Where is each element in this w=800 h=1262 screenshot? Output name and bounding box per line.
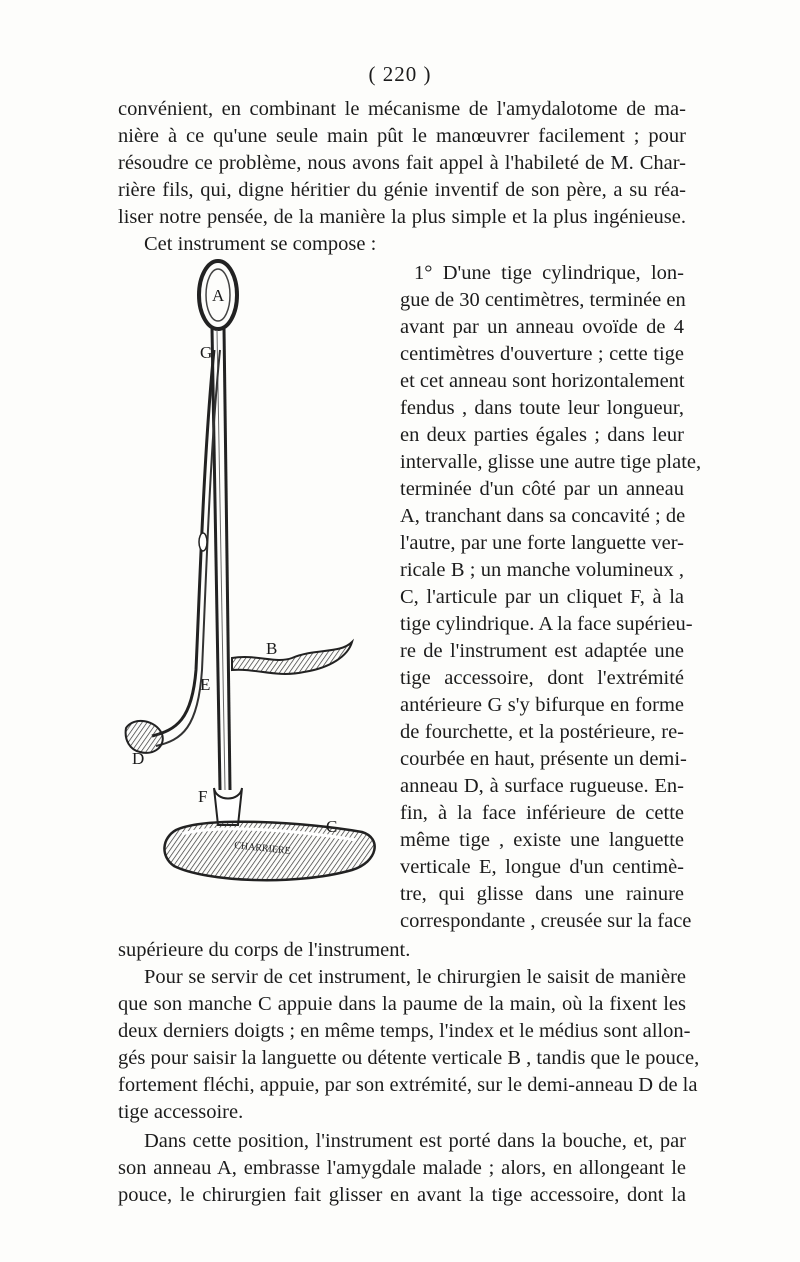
text-line: liser notre pensée, de la manière la plus simple et la plus ingénieuse. — [118, 206, 686, 228]
figure-label-b: B — [266, 639, 278, 658]
column-line: même tige , existe une languette — [400, 829, 684, 851]
handle-c-icon — [164, 788, 374, 880]
text-line: que son manche C appuie dans la paume de la main, où la fixent les — [118, 993, 686, 1015]
column-line: centimètres d'ouverture ; cette tige — [400, 343, 684, 365]
text-line: supérieure du corps de l'instrument. — [118, 939, 411, 961]
column-line: de fourchette, et la postérieure, re- — [400, 721, 684, 743]
page-number: ( 220 ) — [368, 62, 432, 86]
text-line: pouce, le chirurgien fait glisser en avant la tige accessoire, dont la — [118, 1184, 686, 1206]
text-line: son anneau A, embrasse l'amygdale malade ; alors, en allongeant le — [118, 1157, 686, 1179]
charriere-engraving: CHARRIERE — [233, 840, 292, 857]
text-line: Pour se servir de cet instrument, le chirurgien le saisit de manière — [144, 966, 686, 988]
column-line: verticale E, longue d'un centimè- — [400, 856, 684, 878]
column-line: l'autre, par une forte languette ver- — [400, 532, 684, 554]
column-line: tige cylindrique. A la face supérieu- — [400, 613, 693, 635]
tonsillotome-illustration — [116, 250, 388, 910]
column-line: terminée d'un côté par un anneau — [400, 478, 684, 500]
trigger-b-icon — [232, 642, 352, 674]
column-line: tige accessoire, dont l'extrémité — [400, 667, 684, 689]
figure-label-e: E — [200, 675, 211, 694]
text-line: Cet instrument se compose : — [144, 233, 377, 255]
column-line: C, l'articule par un cliquet F, à la — [400, 586, 684, 608]
column-line: 1° D'une tige cylindrique, lon- — [414, 262, 684, 284]
text-line: convénient, en combinant le mécanisme de l'amydalotome de ma- — [118, 98, 686, 120]
figure-label-g: G — [200, 343, 213, 362]
text-line: rière fils, qui, digne héritier du génie inventif de son père, a su réa- — [118, 179, 686, 201]
column-line: tre, qui glisse dans une rainure — [400, 883, 684, 905]
figure-label-a: A — [212, 286, 225, 305]
column-line: fendus , dans toute leur longueur, — [400, 397, 684, 419]
column-line: en deux parties égales ; dans leur — [400, 424, 684, 446]
column-line: avant par un anneau ovoïde de 4 — [400, 316, 684, 338]
text-line: gés pour saisir la languette ou détente verticale B , tandis que le pouce, — [118, 1047, 700, 1069]
text-line: tige accessoire. — [118, 1101, 244, 1123]
column-line: fin, à la face inférieure de cette — [400, 802, 684, 824]
cylindrical-rod-icon — [212, 328, 230, 790]
column-line: re de l'instrument est adaptée une — [400, 640, 684, 662]
column-line: et cet anneau sont horizontalement — [400, 370, 685, 392]
text-line: Dans cette position, l'instrument est porté dans la bouche, et, par — [144, 1130, 686, 1152]
figure-label-f: F — [198, 787, 208, 806]
figure-label-c: C — [326, 817, 338, 836]
column-line: antérieure G s'y bifurque en forme — [400, 694, 684, 716]
column-line: gue de 30 centimètres, terminée en — [400, 289, 686, 311]
column-line: correspondante , creusée sur la face — [400, 910, 692, 932]
column-line: courbée en haut, présente un demi- — [400, 748, 687, 770]
column-line: anneau D, à surface rugueuse. En- — [400, 775, 684, 797]
figure-label-d: D — [132, 749, 145, 768]
column-line: intervalle, glisse une autre tige plate, — [400, 451, 702, 473]
text-line: résoudre ce problème, nous avons fait appel à l'habileté de M. Char- — [118, 152, 686, 174]
column-line: ricale B ; un manche volumineux , — [400, 559, 684, 581]
text-line: fortement fléchi, appuie, par son extrémité, sur le demi-anneau D de la — [118, 1074, 698, 1096]
text-line: nière à ce qu'une seule main pût le manœuvrer facilement ; pour — [118, 125, 686, 147]
text-line: deux derniers doigts ; en même temps, l'index et le médius sont allon- — [118, 1020, 691, 1042]
column-line: A, tranchant dans sa concavité ; de — [400, 505, 686, 527]
